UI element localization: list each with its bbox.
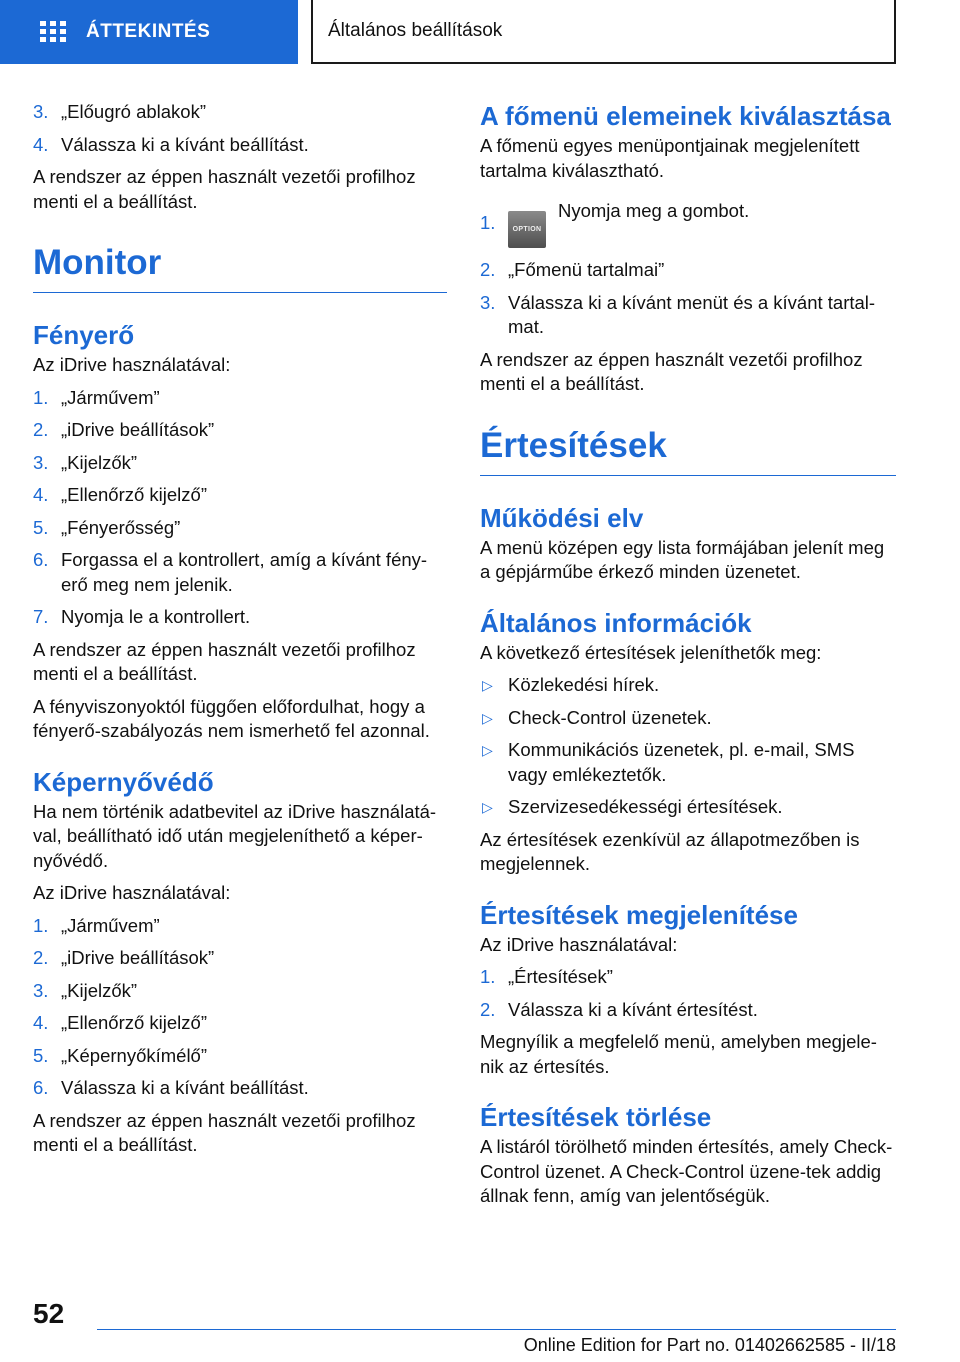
step-text: „Kijelzők” bbox=[61, 979, 138, 1001]
step-number: 1. bbox=[33, 914, 49, 936]
list-item bbox=[33, 483, 447, 508]
list-item bbox=[480, 706, 896, 731]
display-steps bbox=[480, 965, 896, 1022]
step-number: 3. bbox=[33, 979, 49, 1001]
step-number: 6. bbox=[33, 549, 49, 570]
screensaver-heading: Képernyővédő bbox=[33, 766, 214, 797]
list-item bbox=[33, 418, 447, 443]
step-number: 2. bbox=[33, 419, 49, 440]
delete-heading: Értesítések törlése bbox=[480, 1102, 712, 1132]
step-number: 3. bbox=[33, 101, 49, 122]
general-intro: A következő értesítések jeleníthetők meg: bbox=[480, 641, 822, 663]
screensaver-steps bbox=[33, 914, 447, 1101]
step-number: 1. bbox=[480, 212, 496, 233]
step-text: „Járművem” bbox=[61, 914, 160, 936]
list-item bbox=[33, 1076, 447, 1101]
step-text: Nyomja meg a gombot. bbox=[558, 200, 750, 221]
list-item bbox=[33, 979, 447, 1004]
footer-divider bbox=[97, 1329, 896, 1330]
bullet-text: Szervizesedékességi értesítések. bbox=[508, 796, 783, 817]
display-note: Megnyílik a megfelelő menü, amelyben megjele-nik az értesítés. bbox=[480, 1031, 877, 1077]
step-text: „Képernyőkímélő” bbox=[61, 1044, 208, 1066]
step-number: 4. bbox=[33, 1012, 49, 1033]
step-number: 2. bbox=[480, 259, 496, 280]
intro-note: A rendszer az éppen használt vezetői profilhoz menti el a beállítást. bbox=[33, 166, 416, 212]
list-item bbox=[33, 605, 447, 630]
display-intro: Az iDrive használatával: bbox=[480, 933, 678, 955]
step-text: Válassza ki a kívánt beállítást. bbox=[61, 133, 309, 155]
list-item bbox=[480, 965, 896, 990]
step-text: Forgassa el a kontrollert, amíg a kívánt fény-erő meg nem jelenik. bbox=[61, 549, 428, 595]
step-text: „Ellenőrző kijelző” bbox=[61, 1012, 207, 1033]
list-item bbox=[33, 914, 447, 939]
step-number: 1. bbox=[480, 966, 496, 987]
mainmenu-steps bbox=[480, 199, 896, 340]
left-column bbox=[33, 100, 447, 1166]
monitor-heading: Monitor bbox=[33, 242, 447, 293]
list-item bbox=[33, 133, 447, 158]
step-text: „Kijelzők” bbox=[61, 451, 138, 473]
bullet-text: Kommunikációs üzenetek, pl. e-mail, SMS vagy emlékeztetők. bbox=[508, 739, 855, 785]
triangle-bullet-icon: ▷ bbox=[482, 742, 493, 758]
step-number: 5. bbox=[33, 1044, 49, 1066]
list-item bbox=[33, 1011, 447, 1036]
step-text: „Értesítések” bbox=[508, 966, 613, 987]
principle-text: A menü középen egy lista formájában jelenít meg a gépjárműbe érkező minden üzenetet. bbox=[480, 536, 885, 582]
list-item bbox=[480, 738, 896, 787]
right-column bbox=[480, 100, 896, 1217]
list-item bbox=[480, 258, 896, 283]
step-text: „Ellenőrző kijelző” bbox=[61, 484, 207, 505]
step-number: 3. bbox=[33, 451, 49, 473]
general-heading: Általános információk bbox=[480, 607, 752, 638]
list-item bbox=[33, 946, 447, 971]
triangle-bullet-icon: ▷ bbox=[482, 709, 493, 726]
screensaver-note: A rendszer az éppen használt vezetői profilhoz menti el a beállítást. bbox=[33, 1109, 416, 1155]
edition-note: Online Edition for Part no. 01402662585 - II/18 bbox=[523, 1335, 896, 1355]
step-number: 4. bbox=[33, 133, 49, 155]
step-number: 3. bbox=[480, 291, 496, 313]
step-number: 4. bbox=[33, 484, 49, 505]
mainmenu-text: A főmenü egyes menüpontjainak megjelenített tartalma kiválasztható. bbox=[480, 135, 860, 181]
step-number: 2. bbox=[480, 998, 496, 1020]
step-text: „Főmenü tartalmai” bbox=[508, 259, 665, 280]
list-item bbox=[33, 451, 447, 476]
notifications-heading: Értesítések bbox=[480, 425, 896, 476]
list-item bbox=[33, 386, 447, 411]
screensaver-text: Ha nem történik adatbevitel az iDrive használatá-val, beállítható idő után megjeleníthető a képer-nyővédő. bbox=[33, 800, 437, 871]
triangle-bullet-icon: ▷ bbox=[482, 677, 493, 693]
step-text: „Fényerősség” bbox=[61, 516, 181, 538]
step-text: „iDrive beállítások” bbox=[61, 947, 215, 968]
principle-heading: Működési elv bbox=[480, 502, 644, 533]
step-text: Válassza ki a kívánt menüt és a kívánt tartal-mat. bbox=[508, 291, 876, 337]
step-text: „Előugró ablakok” bbox=[61, 101, 206, 122]
general-note: Az értesítések ezenkívül az állapotmezőben is megjelennek. bbox=[480, 828, 860, 874]
list-item bbox=[33, 1044, 447, 1069]
intro-list bbox=[33, 100, 447, 157]
brightness-intro: Az iDrive használatával: bbox=[33, 354, 231, 375]
page-title: Általános beállítások bbox=[328, 20, 503, 41]
list-item bbox=[480, 291, 896, 340]
brightness-heading: Fényerő bbox=[33, 320, 135, 350]
step-text: Válassza ki a kívánt értesítést. bbox=[508, 998, 758, 1020]
page-number: 52 bbox=[33, 1298, 65, 1329]
list-item bbox=[33, 100, 447, 125]
triangle-bullet-icon: ▷ bbox=[482, 799, 493, 815]
brightness-note: A rendszer az éppen használt vezetői profilhoz menti el a beállítást. bbox=[33, 638, 416, 684]
header-title-box bbox=[311, 0, 896, 64]
brightness-note-2: A fényviszonyoktól függően előfordulhat, hogy a fényerő-szabályozás nem ismerhető fel azonnal. bbox=[33, 695, 430, 741]
header-section-tab[interactable] bbox=[0, 0, 298, 64]
step-number: 5. bbox=[33, 516, 49, 538]
list-item bbox=[480, 998, 896, 1023]
option-button-icon: OPTION bbox=[508, 211, 546, 248]
section-label: ÁTTEKINTÉS bbox=[86, 21, 211, 42]
bullet-text: Check-Control üzenetek. bbox=[508, 706, 712, 728]
list-item bbox=[33, 548, 447, 597]
list-item bbox=[480, 795, 896, 820]
general-bullets bbox=[480, 673, 896, 820]
list-item bbox=[480, 199, 896, 248]
step-number: 7. bbox=[33, 606, 49, 627]
list-item bbox=[33, 516, 447, 541]
mainmenu-heading: A főmenü elemeinek kiválasztása bbox=[480, 101, 891, 131]
step-number: 2. bbox=[33, 947, 49, 968]
delete-text: A listáról törölhető minden értesítés, amely Check-Control üzenet. A Check-Control üzene-tek addig állnak fenn, amíg van jelentőségük. bbox=[480, 1136, 893, 1206]
mainmenu-note: A rendszer az éppen használt vezetői profilhoz menti el a beállítást. bbox=[480, 348, 863, 394]
step-text: „Járművem” bbox=[61, 386, 160, 408]
step-text: „iDrive beállítások” bbox=[61, 419, 215, 440]
step-number: 6. bbox=[33, 1077, 49, 1098]
list-item bbox=[480, 673, 896, 698]
step-text: Válassza ki a kívánt beállítást. bbox=[61, 1077, 309, 1098]
step-text: Nyomja le a kontrollert. bbox=[61, 606, 251, 627]
display-heading: Értesítések megjelenítése bbox=[480, 899, 798, 930]
brightness-steps bbox=[33, 386, 447, 630]
grid-menu-icon bbox=[40, 21, 66, 43]
bullet-text: Közlekedési hírek. bbox=[508, 674, 660, 695]
step-number: 1. bbox=[33, 386, 49, 408]
screensaver-intro: Az iDrive használatával: bbox=[33, 882, 231, 903]
